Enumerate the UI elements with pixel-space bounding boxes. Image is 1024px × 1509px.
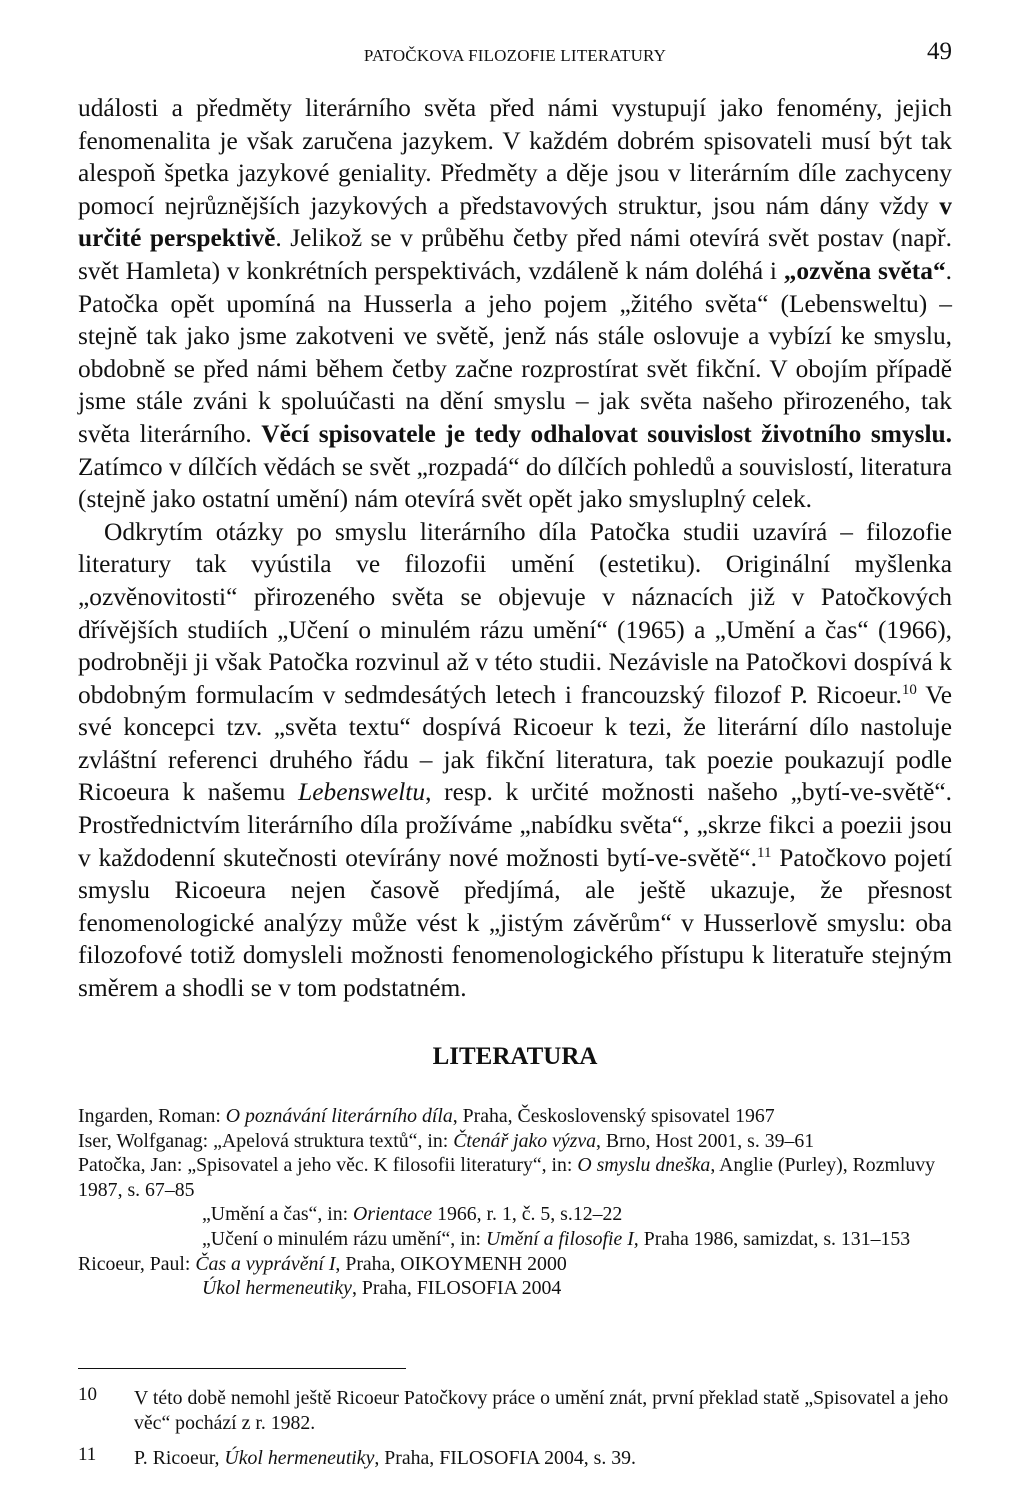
paragraph-2 <box>78 516 952 1005</box>
footnote-number: 11 <box>78 1444 97 1465</box>
italic-lebensweltu: Lebensweltu <box>298 778 426 807</box>
paragraph-1-text: události a předměty literárního světa před námi vystupují jako fenomény, jejich fenomenalita je však zaručena jazykem. V každém dobrém spisovateli musí být tak alespoň špetka jazykové geniality. Předměty a děje jsou v literárním díle zachyceny pomocí nejrůznějších jazykových a představových struktur, jsou nám dány vždy <box>78 94 952 220</box>
footnote-11 <box>78 1446 952 1471</box>
emphasis-perspective: v určité perspektivě <box>78 191 952 253</box>
footnote-ref-11[interactable]: 11 <box>757 844 772 861</box>
paragraph-1-text: . Patočka opět upomíná na Husserla a jeho pojem „žitého světa“ (Lebensweltu) – stejně tak jako jsme zakotveni ve světě, jenž nás stále oslovuje a vybízí ke smyslu, obdobně se před námi během četby začne rozprostírat svět fikční. V obojím případě jsme stále zváni k spoluúčasti na dění smyslu – jak světa našeho přirozeného, tak světa literárního. <box>78 256 952 448</box>
paragraph-2-text: Patočkovo pojetí smyslu Ricoeura nejen časově předjímá, ale ještě ukazuje, že přesnost fenomenologické analýzy může vést k „jistým závěrům“ v Husserlově smyslu: oba filozofové totiž domysleli možnosti fenomenologického přístupu k literatuře stejným směrem a shodli se v tom podstatném. <box>78 843 952 1003</box>
bibliography-entry: Iser, Wolfganag: „Apelová struktura textů“, in: Čtenář jako výzva, Brno, Host 2001, s. 39–61 <box>78 1129 815 1152</box>
emphasis-writer-task: Věcí spisovatele je tedy odhalovat souvislost životního smyslu. <box>261 419 952 448</box>
body-text <box>78 92 952 1005</box>
bibliography-entry: Ricoeur, Paul: Čas a vyprávění I, Praha, OIKOYMENH 2000 <box>78 1252 567 1275</box>
footnote-divider <box>78 1368 406 1369</box>
paragraph-1 <box>78 92 952 516</box>
bibliography-entry: „Umění a čas“, in: Orientace 1966, r. 1, č. 5, s.12–22 <box>202 1203 623 1226</box>
page-number: 49 <box>927 38 952 65</box>
footnote-10 <box>78 1386 952 1436</box>
bibliography-entry: Patočka, Jan: „Spisovatel a jeho věc. K filosofii literatury“, in: O smyslu dneška, Anglie (Purley), Rozmluvy 1987, s. 67–85 <box>78 1154 936 1201</box>
paragraph-1-text: Zatímco v dílčích vědách se svět „rozpadá“ do dílčích pohledů a souvislostí, literatura (stejně jako ostatní umění) nám otevírá svět opět jako smysluplný celek. <box>78 452 952 514</box>
footnote-text: V této době nemohl ještě Ricoeur Patočkovy práce o umění znát, první překlad statě „Spisovatel a jeho věc“ pochází z r. 1982. <box>134 1387 949 1434</box>
footnote-number: 10 <box>78 1384 97 1405</box>
paragraph-2-text: Ve své koncepci tzv. „světa textu“ dospívá Ricoeur k tezi, že literární dílo nastoluje zvláštní referenci druhého řádu – jak fikční literatura, tak poezie poukazují podle Ricoeura k našemu <box>78 680 952 807</box>
footnote-title: Úkol hermeneutiky <box>224 1447 375 1469</box>
running-title: PATOČKOVA FILOZOFIE LITERATURY <box>363 46 667 65</box>
paragraph-2-text: , resp. k určité možnosti našeho „bytí-ve-světě“. Prostřednictvím literárního díla prožíváme „nabídku světa“, „skrze fikci a poezii jsou v každodenní skutečnosti otevírány nové možnosti bytí-ve-světě“. <box>78 778 952 872</box>
bibliography-entry: Úkol hermeneutiky, Praha, FILOSOFIA 2004 <box>202 1277 562 1300</box>
footnote-text: P. Ricoeur, <box>134 1447 225 1469</box>
literature-heading: LITERATURA <box>432 1043 598 1070</box>
paragraph-1-text: . Jelikož se v průběhu četby před námi otevírá svět postav (např. svět Hamleta) v konkrétních perspektivách, vzdáleně k nám doléhá i <box>78 224 952 285</box>
footnotes <box>78 1386 952 1481</box>
bibliography-entry: „Učení o minulém rázu umění“, in: Umění a filosofie I, Praha 1986, samizdat, s. 131–153 <box>202 1227 911 1250</box>
footnote-text: , Praha, FILOSOFIA 2004, s. 39. <box>374 1447 636 1469</box>
footnote-ref-10[interactable]: 10 <box>901 681 917 698</box>
bibliography <box>78 1104 952 1301</box>
emphasis-echo-of-world: „ozvěna světa“ <box>783 256 946 285</box>
running-header <box>78 38 952 78</box>
paragraph-2-text: Odkrytím otázky po smyslu literárního díla Patočka studii uzavírá – filozofie literatury tak vyústila ve filozofii umění (estetiku). Originální myšlenka „ozvěnovitosti“ přirozeného světa se objevuje v náznacích již v Patočkových dřívějších studiích „Učení o minulém rázu umění“ (1965) a „Umění a čas“ (1966), podrobněji ji však Patočka rozvinul až v této studii. Nezávisle na Patočkovi dospívá k obdobným formulacím v sedmdesátých letech i francouzský filozof P. Ricoeur. <box>78 517 952 709</box>
bibliography-entry: Ingarden, Roman: O poznávání literárního díla, Praha, Československý spisovatel 1967 <box>78 1105 775 1127</box>
